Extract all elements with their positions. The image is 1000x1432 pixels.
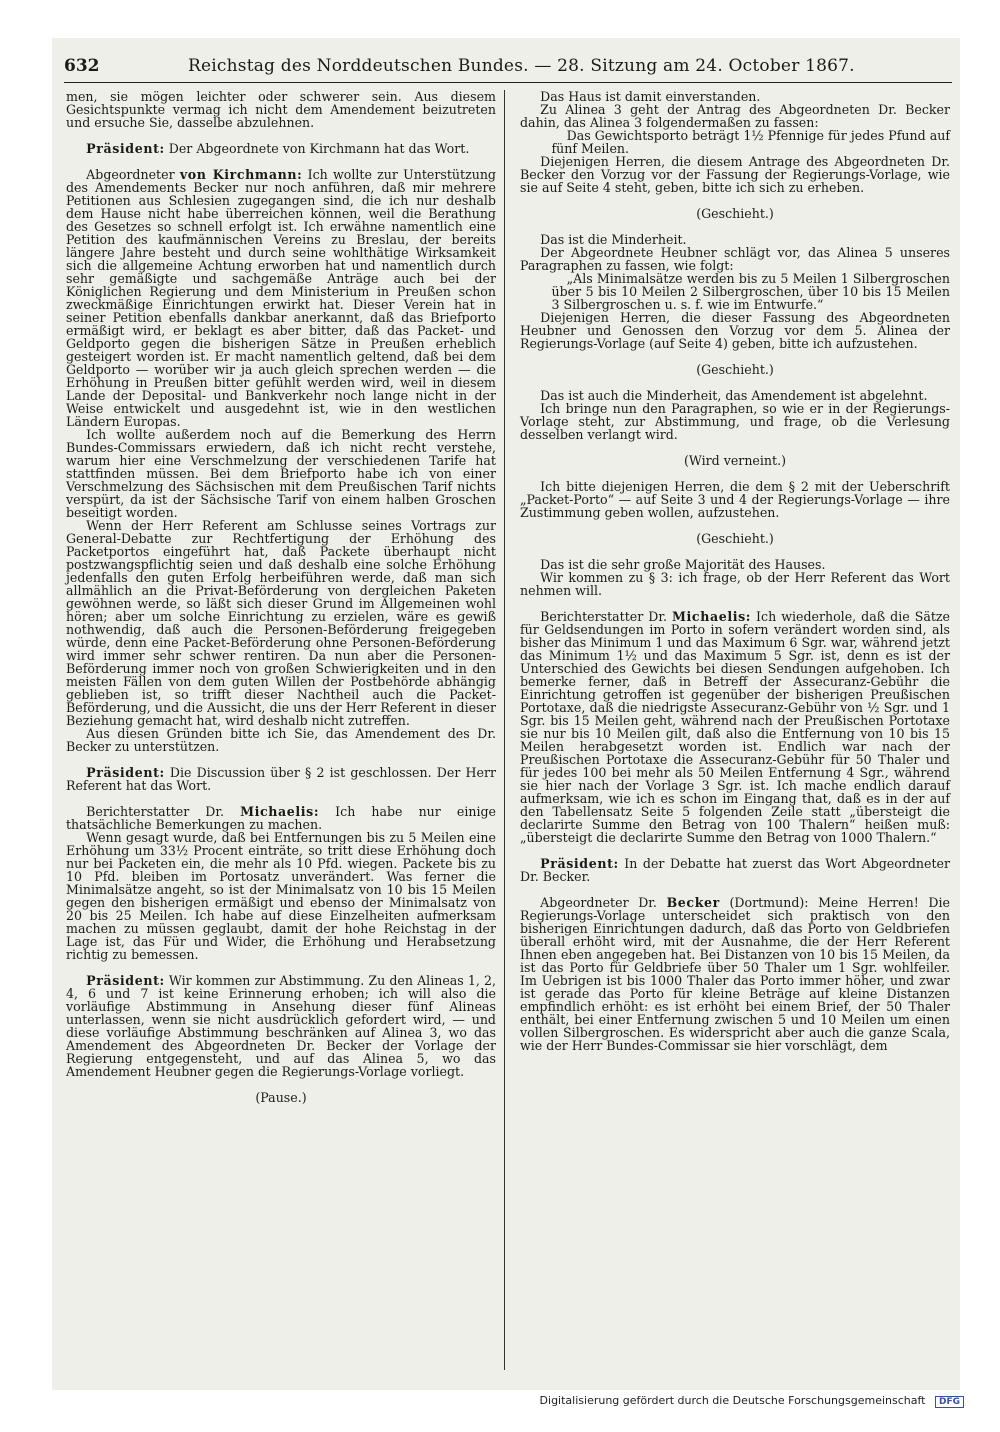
paragraph [66, 142, 496, 155]
paragraph-text: Wir kommen zur Abstimmung. Zu den Alineas 1, 2, 4, 6 und 7 ist keine Erinnerung erhoben; ich will also die vorläufige Abstimmung in Ansehung dieser fünf Alineas unterlassen, wenn sie nicht ausdrücklich gefordert wird, — und diese vorläufige Abstimmung beschränken auf Alinea 3, wo das Amendement des Abgeordneten Dr. Becker der Vorlage der Regierung entgegensteht, und auf das Alinea 5, wo das Amendement Heubner gegen die Regierungs-Vorlage vorliegt. [66, 973, 496, 1079]
credit-text: Digitalisierung gefördert durch die Deutsche Forschungsgemeinschaft [539, 1394, 926, 1407]
left-column [66, 90, 496, 1104]
paragraph [66, 974, 496, 1078]
paragraph-text: Diejenigen Herren, die diesem Antrage des Abgeordneten Dr. Becker den Vorzug vor der Fassung der Regierungs-Vorlage, wie sie auf Seite 4 steht, geben, bitte ich sich zu erheben. [520, 154, 950, 195]
paragraph-text: Ich bringe nun den Paragraphen, so wie er in der Regierungs-Vorlage steht, zur Abstimmung, und frage, ob die Verlesung desselben verlangt wird. [520, 401, 950, 442]
paragraph [66, 831, 496, 961]
paragraph-text: Ich bitte diejenigen Herren, die dem § 2 mit der Ueberschrift „Packet-Porto“ — auf Seite 3 und 4 der Regierungs-Vorlage — ihre Zustimmung geben wollen, aufzustehen. [520, 479, 950, 520]
speaker-name: Präsident: [86, 141, 165, 156]
paragraph-text: Ich wollte zur Unterstützung des Amendements Becker nur noch anführen, daß mir mehrere Petitionen aus Schlesien zugegangen sind, die ich nur deshalb dem Hause nicht habe überreichen können, weil die Berathung des Gesetzes so schnell erfolgt ist. Ich erwähne namentlich eine Petition des kaufmännischen Vereins zu Breslau, der bereits längere Jahre besteht und durch seine wohlthätige Wirksamkeit sich die allgemeine Achtung erworben hat und namentlich durch sehr gemäßigte und sachgemäße Anträge auch bei der Königlichen Regierung und dem Ministerium in Preußen schon zweckmäßige Einrichtungen erwirkt hat. Dieser Verein hat in seiner Petition ebenfalls dankbar anerkannt, daß das Briefporto ermäßigt wird, er beklagt es aber bitter, daß das Packet- und Geldporto gegen die bisherigen Sätze in Preußen erheblich gesteigert worden ist. Er macht namentlich geltend, daß bei dem Geldporto — worüber wir ja auch gleich sprechen werden — die Erhöhung in Preußen bitter gefühlt werden wird, weil in diesem Lande der Deposital- und Bankverkehr noch lange nicht in der Weise entwickelt und ausgedehnt ist, wie in den westlichen Ländern Europas. [66, 167, 496, 429]
page-header [64, 54, 952, 84]
paragraph-text: Das ist die sehr große Majorität des Hauses. [540, 557, 826, 572]
paragraph-text: Zu Alinea 3 geht der Antrag des Abgeordneten Dr. Becker dahin, das Alinea 3 folgendermaßen zu fassen: [520, 102, 950, 130]
paragraph-text: (Wird verneint.) [683, 453, 787, 468]
paragraph-text: Wir kommen zu § 3: ich frage, ob der Herr Referent das Wort nehmen will. [520, 570, 950, 598]
paragraph [520, 311, 950, 350]
paragraph-text: Das Gewichtsporto beträgt 1½ Pfennige für jedes Pfund auf fünf Meilen. [551, 128, 950, 156]
paragraph-text: (Dortmund): Meine Herren! Die Regierungs-Vorlage unterscheidet sich praktisch von den bisherigen Einrichtungen dadurch, daß das Porto von Geldbriefen überall erhöht wird, mit der Ausnahme, die der Herr Referent Ihnen eben angegeben hat. Bei Distanzen von 10 bis 15 Meilen, da ist das Porto für Geldbriefe über 50 Thaler um 1 Sgr. wohlfeiler. Im Uebrigen ist bis 1000 Thaler das Porto immer höher, und zwar ist gerade das Porto für kleine Beträge auf kleine Distanzen empfindlich erhöht: es ist erhöht bei einem Brief, der 50 Thaler enthält, bei einer Entfernung zwischen 5 und 10 Meilen um einen vollen Silbergroschen. Es widerspricht aber auch die ganze Scala, wie der Herr Bundes-Commissar sie hier vorschlägt, dem [520, 895, 950, 1053]
speaker-role: Abgeordneter [86, 167, 180, 182]
scanned-page [52, 38, 960, 1390]
paragraph [66, 727, 496, 753]
speaker-role: Berichterstatter Dr. [540, 609, 672, 624]
paragraph-text: Das ist die Minderheit. [540, 232, 687, 247]
paragraph [520, 896, 950, 1052]
paragraph-text: Der Abgeordnete von Kirchmann hat das Wort. [164, 141, 470, 156]
paragraph-text: (Pause.) [255, 1090, 307, 1105]
paragraph [520, 610, 950, 844]
speaker-name: Becker [666, 895, 720, 910]
speaker-name: Präsident: [86, 973, 165, 988]
paragraph [520, 103, 950, 129]
paragraph [520, 207, 950, 220]
paragraph-text: Ich wollte außerdem noch auf die Bemerkung des Herrn Bundes-Commissars erwiedern, daß ich nicht recht verstehe, warum hier eine Verschmelzung der verschiedenen Tarife hat stattfinden müssen. Bei dem Briefporto habe ich von einer Verschmelzung des Sächsischen mit dem Preußischen Tarif nichts verspürt, da ist der Sächsische Tarif von einem halben Groschen beseitigt worden. [66, 427, 496, 520]
running-title: Reichstag des Norddeutschen Bundes. — 28. Sitzung am 24. October 1867. [188, 56, 855, 76]
paragraph [520, 129, 950, 155]
paragraph [66, 90, 496, 129]
paragraph-text: Der Abgeordnete Heubner schlägt vor, das Alinea 5 unseres Paragraphen zu fassen, wie folgt: [520, 245, 950, 273]
digitization-credit [540, 1394, 964, 1408]
speaker-name: Präsident: [540, 856, 619, 871]
paragraph-text: (Geschieht.) [696, 531, 774, 546]
page-number: 632 [64, 56, 100, 76]
paragraph-text: Wenn gesagt wurde, daß bei Entfernungen bis zu 5 Meilen eine Erhöhung um 33½ Procent einträte, so tritt diese Erhöhung doch nur bei Packeten ein, die mehr als 10 Pfd. wiegen. Packete bis zu 10 Pfd. bleiben im Portosatz unverändert. Was ferner die Minimalsätze angeht, so ist der Minimalsatz von 10 bis 15 Meilen gegen den bisherigen ermäßigt und ebenso der Minimalsatz von 20 bis 25 Meilen. Ich habe auf diese Einzelheiten aufmerksam machen zu müssen geglaubt, damit der hohe Reichstag in der Lage ist, das Für und Wider, die Erhöhung und Herabsetzung richtig zu bemessen. [66, 830, 496, 962]
speaker-name: von Kirchmann: [179, 167, 303, 182]
column-divider [504, 90, 505, 1370]
paragraph [520, 402, 950, 441]
paragraph-text: Aus diesen Gründen bitte ich Sie, das Amendement des Dr. Becker zu unterstützen. [66, 726, 496, 754]
paragraph [520, 532, 950, 545]
paragraph-text: men, sie mögen leichter oder schwerer sein. Aus diesem Gesichtspunkte vermag ich nicht dem Amendement beizutreten und ersuche Sie, dasselbe abzulehnen. [66, 89, 496, 130]
paragraph [520, 155, 950, 194]
paragraph-text: Ich wiederhole, daß die Sätze für Geldsendungen im Porto in sofern verändert worden sind, als bisher das Minimum 1 und das Maximum 6 Sgr. war, während jetzt das Minimum 1½ und das Maximum 5 Sgr. ist, denn es ist der Unterschied des Gewichts bei diesen Sendungen aufgehoben. Ich bemerke ferner, daß in Betreff der Assecuranz-Gebühr die Einrichtung getroffen ist gegenüber der bisherigen Preußischen Portotaxe, daß die niedrigste Assecuranz-Gebühr von ½ Sgr. und 1 Sgr. bis 15 Meilen geht, während nach der Preußischen Portotaxe sie nur bis 10 Meilen gilt, daß also die Entfernung von 10 bis 15 Meilen herabgesetzt worden ist. Endlich war nach der Preußischen Portotaxe die Assecuranz-Gebühr für 50 Thaler und für jedes 100 bei mehr als 50 Meilen Entfernung 4 Sgr., während sie hier nach der Vorlage 3 Sgr. ist. Ich mache endlich darauf aufmerksam, wie ich es schon im Eingang that, daß es in der auf den Tabellensatz Seite 5 folgenden Zeile statt „übersteigt die declarirte Summe den Betrag von 100 Thalern“ heißen muß: „übersteigt die declarirte Summe den Betrag von 1000 Thalern.“ [520, 609, 951, 845]
paragraph [66, 766, 496, 792]
paragraph [520, 480, 950, 519]
dfg-logo: DFG [935, 1396, 964, 1408]
right-column [520, 90, 950, 1052]
speaker-name: Präsident: [86, 765, 165, 780]
paragraph-text: Das ist auch die Minderheit, das Amendement ist abgelehnt. [540, 388, 928, 403]
paragraph-text: (Geschieht.) [696, 362, 774, 377]
paragraph [66, 519, 496, 727]
speaker-name: Michaelis: [240, 804, 320, 819]
paragraph [66, 428, 496, 519]
paragraph [66, 1091, 496, 1104]
speaker-name: Michaelis: [672, 609, 752, 624]
paragraph-text: Die Discussion über § 2 ist geschlossen. Der Herr Referent hat das Wort. [66, 765, 496, 793]
paragraph [520, 363, 950, 376]
paragraph [520, 857, 950, 883]
paragraph [520, 246, 950, 272]
paragraph-text: (Geschieht.) [696, 206, 774, 221]
paragraph-text: Ich habe nur einige thatsächliche Bemerkungen zu machen. [66, 804, 496, 832]
speaker-role: Berichterstatter Dr. [86, 804, 241, 819]
paragraph-text: Diejenigen Herren, die dieser Fassung des Abgeordneten Heubner und Genossen den Vorzug vor dem 5. Alinea der Regierungs-Vorlage (auf Seite 4) geben, bitte ich aufzustehen. [520, 310, 950, 351]
paragraph [66, 805, 496, 831]
paragraph [520, 272, 950, 311]
paragraph [520, 571, 950, 597]
paragraph-text: „Als Minimalsätze werden bis zu 5 Meilen 1 Silbergroschen über 5 bis 10 Meilen 2 Silbergroschen, über 10 bis 15 Meilen 3 Silbergroschen u. s. f. wie im Entwurfe.“ [551, 271, 950, 312]
paragraph [66, 168, 496, 428]
paragraph-text: Wenn der Herr Referent am Schlusse seines Vortrags zur General-Debatte zur Rechtfertigung der Erhöhung des Packetportos eingeführt hat, daß Packete überhaupt nicht postzwangspflichtig seien und daß deshalb eine solche Erhöhung jedenfalls den guten Erfolg herbeiführen werde, daß man sich allmählich an die Privat-Beförderung von dergleichen Paketen gewöhnen werde, so läßt sich dieser Grund im Allgemeinen wohl hören; aber um solche Einrichtung zu erzielen, wäre es gewiß nothwendig, daß auch die Personen-Beförderung freigegeben würde, denn eine Packet-Beförderung ohne Personen-Beförderung wird immer sehr schwer rentiren. Da nun aber die Personen-Beförderung immer noch von großen Schwierigkeiten und in den meisten Fällen von dem guten Willen der Postbehörde abhängig geblieben ist, so trifft dieser Nachtheil auch die Packet-Beförderung, und die Aussicht, die uns der Herr Referent in dieser Beziehung gemacht hat, wird deshalb nicht zutreffen. [66, 518, 496, 728]
paragraph-text: In der Debatte hat zuerst das Wort Abgeordneter Dr. Becker. [520, 856, 950, 884]
paragraph-text: Das Haus ist damit einverstanden. [540, 89, 761, 104]
paragraph [520, 454, 950, 467]
header-rule [64, 82, 952, 83]
speaker-role: Abgeordneter Dr. [540, 895, 667, 910]
